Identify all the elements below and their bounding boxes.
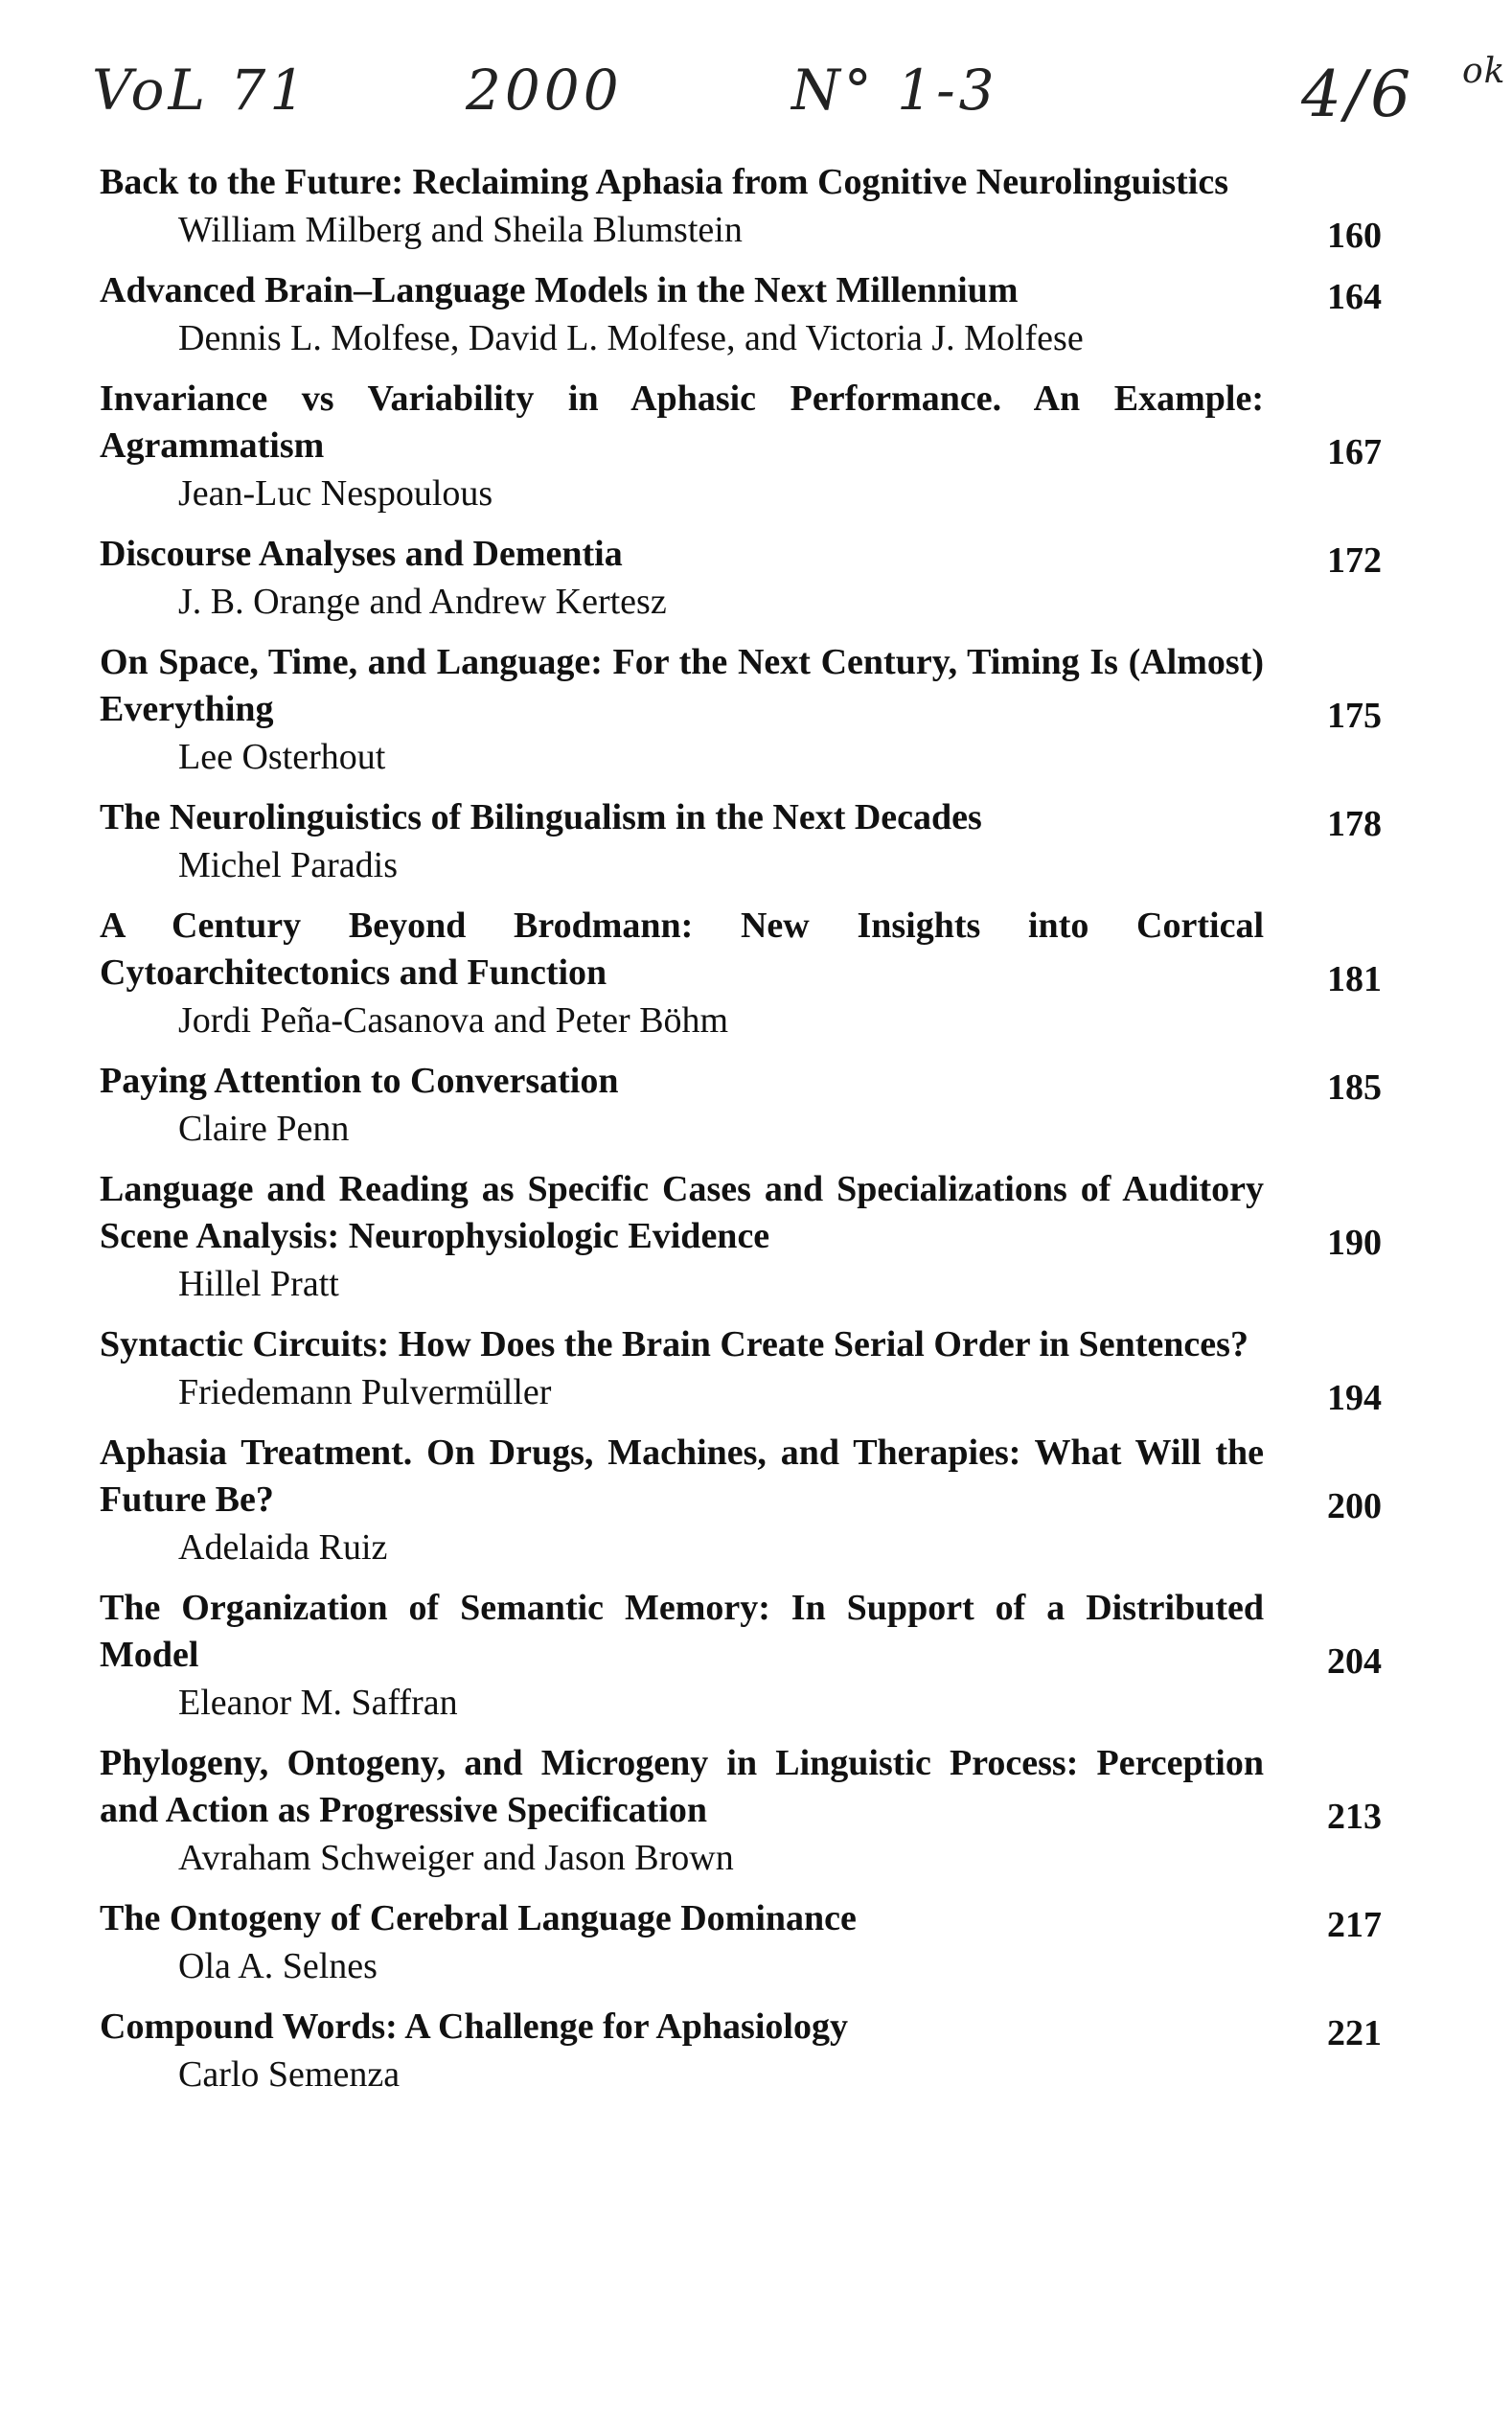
article-title: Invariance vs Variability in Aphasic Performance. An Example: Agrammatism: [100, 378, 1264, 466]
toc-entry: [100, 376, 1422, 517]
toc-entry: [100, 794, 1422, 889]
article-authors: Ola A. Selnes: [178, 1946, 378, 1986]
article-title: Phylogeny, Ontogeny, and Microgeny in Linguistic Process: Perception and Action as Progressive Specification: [100, 1743, 1264, 1830]
article-title: Language and Reading as Specific Cases and Specializations of Auditory Scene Analysis: Neurophysiologic Evidence: [100, 1169, 1264, 1256]
article-authors: Avraham Schweiger and Jason Brown: [178, 1838, 734, 1878]
page-number: 213: [1327, 1797, 1382, 1837]
article-title: Advanced Brain–Language Models in the Next Millennium: [100, 270, 1019, 310]
handwritten-copy-number: 4/6: [1301, 57, 1415, 131]
page-number: 217: [1327, 1905, 1382, 1945]
toc-entry: [100, 2004, 1422, 2098]
article-title: The Neurolinguistics of Bilingualism in the Next Decades: [100, 797, 982, 837]
page-number: 178: [1327, 804, 1382, 844]
article-title: A Century Beyond Brodmann: New Insights into Cortical Cytoarchitectonics and Function: [100, 906, 1264, 993]
article-authors: Adelaida Ruiz: [178, 1527, 388, 1568]
article-title: Back to the Future: Reclaiming Aphasia from Cognitive Neurolinguistics: [100, 162, 1228, 202]
toc-entry: [100, 531, 1422, 626]
article-authors: Friedemann Pulvermüller: [178, 1372, 552, 1412]
toc-entry: [100, 1430, 1422, 1571]
toc-entry: [100, 1895, 1422, 1990]
article-authors: Lee Osterhout: [178, 737, 386, 777]
toc-entry: [100, 1166, 1422, 1308]
article-authors: William Milberg and Sheila Blumstein: [178, 210, 743, 250]
article-authors: Jean-Luc Nespoulous: [178, 473, 493, 514]
toc-entry: [100, 903, 1422, 1044]
article-title: Compound Words: A Challenge for Aphasiology: [100, 2006, 848, 2047]
article-authors: J. B. Orange and Andrew Kertesz: [178, 582, 667, 622]
article-authors: Dennis L. Molfese, David L. Molfese, and Victoria J. Molfese: [178, 318, 1084, 358]
article-title: Paying Attention to Conversation: [100, 1061, 619, 1101]
page-number: 204: [1327, 1641, 1382, 1682]
page-number: 185: [1327, 1067, 1382, 1108]
toc-entry: [100, 1585, 1422, 1727]
page-number: 190: [1327, 1223, 1382, 1263]
page-number: 194: [1327, 1378, 1382, 1418]
page-number: 175: [1327, 696, 1382, 736]
page-number: 181: [1327, 959, 1382, 999]
article-authors: Eleanor M. Saffran: [178, 1683, 458, 1723]
handwritten-year: 2000: [466, 57, 623, 123]
page-number: 172: [1327, 540, 1382, 581]
toc-entry: [100, 159, 1422, 254]
toc-entry: [100, 1321, 1422, 1416]
page-number: 221: [1327, 2013, 1382, 2053]
page-number: 160: [1327, 216, 1382, 256]
article-title: Aphasia Treatment. On Drugs, Machines, and Therapies: What Will the Future Be?: [100, 1433, 1264, 1520]
handwritten-ok-mark: ok: [1462, 52, 1506, 91]
article-title: Discourse Analyses and Dementia: [100, 534, 623, 574]
page-number: 167: [1327, 432, 1382, 472]
handwritten-issue: N° 1-3: [791, 57, 998, 123]
article-authors: Hillel Pratt: [178, 1264, 339, 1304]
page-number: 164: [1327, 277, 1382, 317]
toc-entry: [100, 1058, 1422, 1153]
toc-entry: [100, 639, 1422, 781]
article-authors: Carlo Semenza: [178, 2054, 401, 2095]
article-title: The Ontogeny of Cerebral Language Dominance: [100, 1898, 857, 1938]
article-authors: Claire Penn: [178, 1109, 350, 1149]
article-title: On Space, Time, and Language: For the Next Century, Timing Is (Almost) Everything: [100, 642, 1264, 729]
page-number: 200: [1327, 1486, 1382, 1526]
article-title: Syntactic Circuits: How Does the Brain Create Serial Order in Sentences?: [100, 1324, 1249, 1364]
table-of-contents: [100, 159, 1422, 2112]
handwritten-volume: VoL 71: [92, 57, 309, 123]
article-title: The Organization of Semantic Memory: In Support of a Distributed Model: [100, 1588, 1264, 1675]
toc-entry: [100, 267, 1422, 362]
article-authors: Michel Paradis: [178, 845, 399, 885]
toc-entry: [100, 1740, 1422, 1882]
handwritten-annotation: [92, 52, 1506, 153]
article-authors: Jordi Peña-Casanova and Peter Böhm: [178, 1000, 729, 1041]
